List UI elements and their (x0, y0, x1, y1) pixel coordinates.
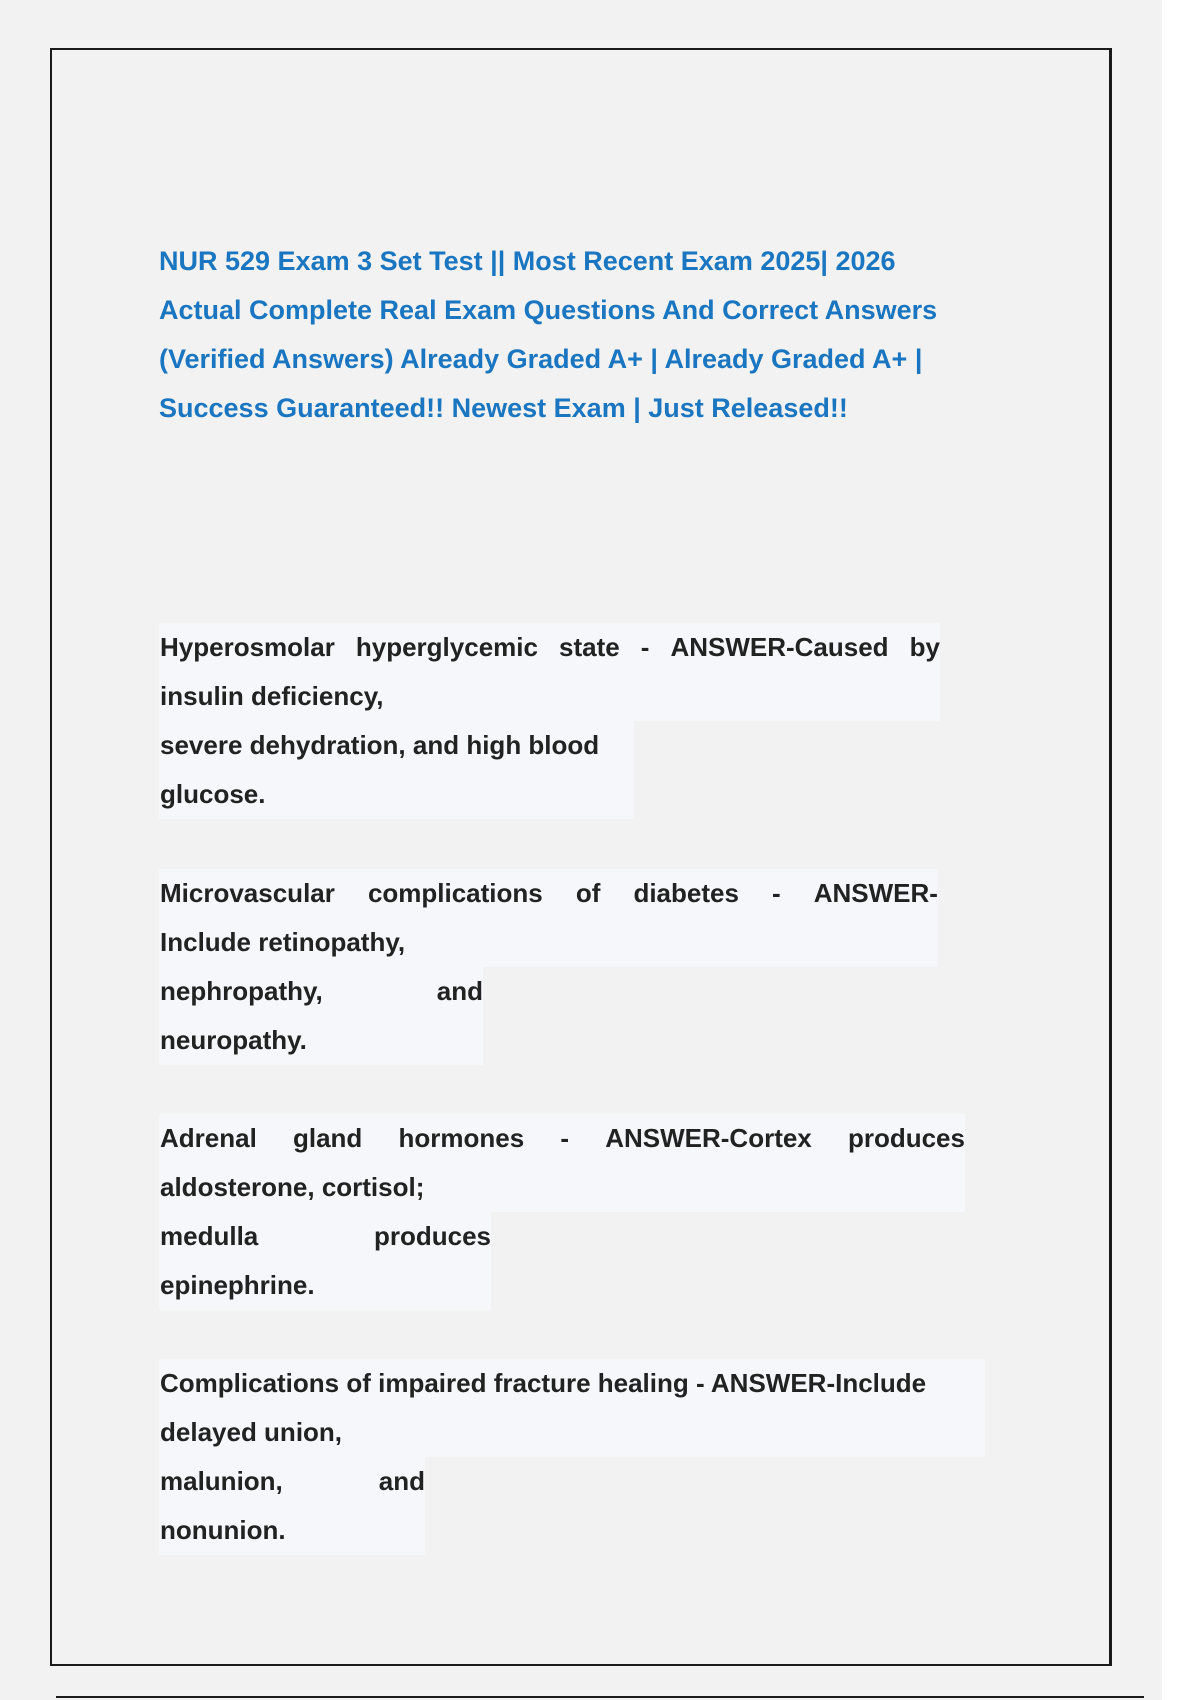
qa-word: Microvascular (160, 878, 335, 908)
title-line: (Verified Answers) Already Graded A+ | Already Graded A+ | (159, 344, 923, 374)
qa-word: malunion, (160, 1466, 283, 1496)
qa-answer-line: delayed union, (159, 1408, 985, 1457)
qa-answer-line: severe dehydration, and high blood (159, 721, 634, 770)
qa-answer-line: neuropathy. (159, 1016, 483, 1065)
qa-question-line: Complications of impaired fracture healing - ANSWER-Include (159, 1359, 985, 1408)
qa-word: ANSWER-Cortex (605, 1123, 812, 1153)
qa-word: nephropathy, (160, 976, 323, 1006)
qa-word: produces (847, 1123, 965, 1153)
qa-question-line (159, 1114, 965, 1163)
next-page-edge (56, 1696, 1144, 1698)
qa-question-line (159, 869, 938, 918)
qa-word: gland (292, 1123, 363, 1153)
qa-word: hyperglycemic (355, 632, 538, 662)
qa-word: state (559, 632, 620, 662)
qa-word: and (436, 976, 483, 1006)
qa-answer-line (159, 1212, 491, 1261)
qa-word: produces (373, 1221, 491, 1251)
qa-answer-line: aldosterone, cortisol; (159, 1163, 965, 1212)
viewer-side-strip (1162, 0, 1200, 1700)
qa-answer-line: nonunion. (159, 1506, 425, 1555)
qa-word: - (640, 632, 650, 662)
qa-item-adrenal (159, 1114, 965, 1310)
qa-word: diabetes (633, 878, 739, 908)
qa-item-hyperosmolar (159, 623, 940, 819)
title-line: NUR 529 Exam 3 Set Test || Most Recent Exam 2025| 2026 (159, 246, 896, 276)
qa-word: hormones (398, 1123, 525, 1153)
qa-answer-line: insulin deficiency, (159, 672, 940, 721)
qa-item-microvascular (159, 869, 938, 1065)
qa-item-fracture (159, 1359, 985, 1555)
qa-answer-line (159, 967, 483, 1016)
qa-word: and (378, 1466, 425, 1496)
qa-word: - (772, 878, 781, 908)
qa-word: of (575, 878, 601, 908)
qa-answer-line: Include retinopathy, (159, 918, 938, 967)
document-title (159, 237, 1039, 433)
qa-word: ANSWER-Caused (670, 632, 889, 662)
qa-question-line (159, 623, 940, 672)
document-page (50, 48, 1112, 1666)
qa-answer-line (159, 1457, 425, 1506)
qa-word: Hyperosmolar (160, 632, 335, 662)
title-line: Success Guaranteed!! Newest Exam | Just Released!! (159, 393, 848, 423)
qa-word: ANSWER- (813, 878, 938, 908)
qa-word: medulla (160, 1221, 259, 1251)
qa-answer-line: glucose. (159, 770, 634, 819)
qa-word: by (909, 632, 940, 662)
title-line: Actual Complete Real Exam Questions And Correct Answers (159, 295, 938, 325)
qa-word: Adrenal (160, 1123, 257, 1153)
qa-word: complications (367, 878, 543, 908)
qa-word: - (560, 1123, 570, 1153)
qa-answer-line: epinephrine. (159, 1261, 491, 1310)
